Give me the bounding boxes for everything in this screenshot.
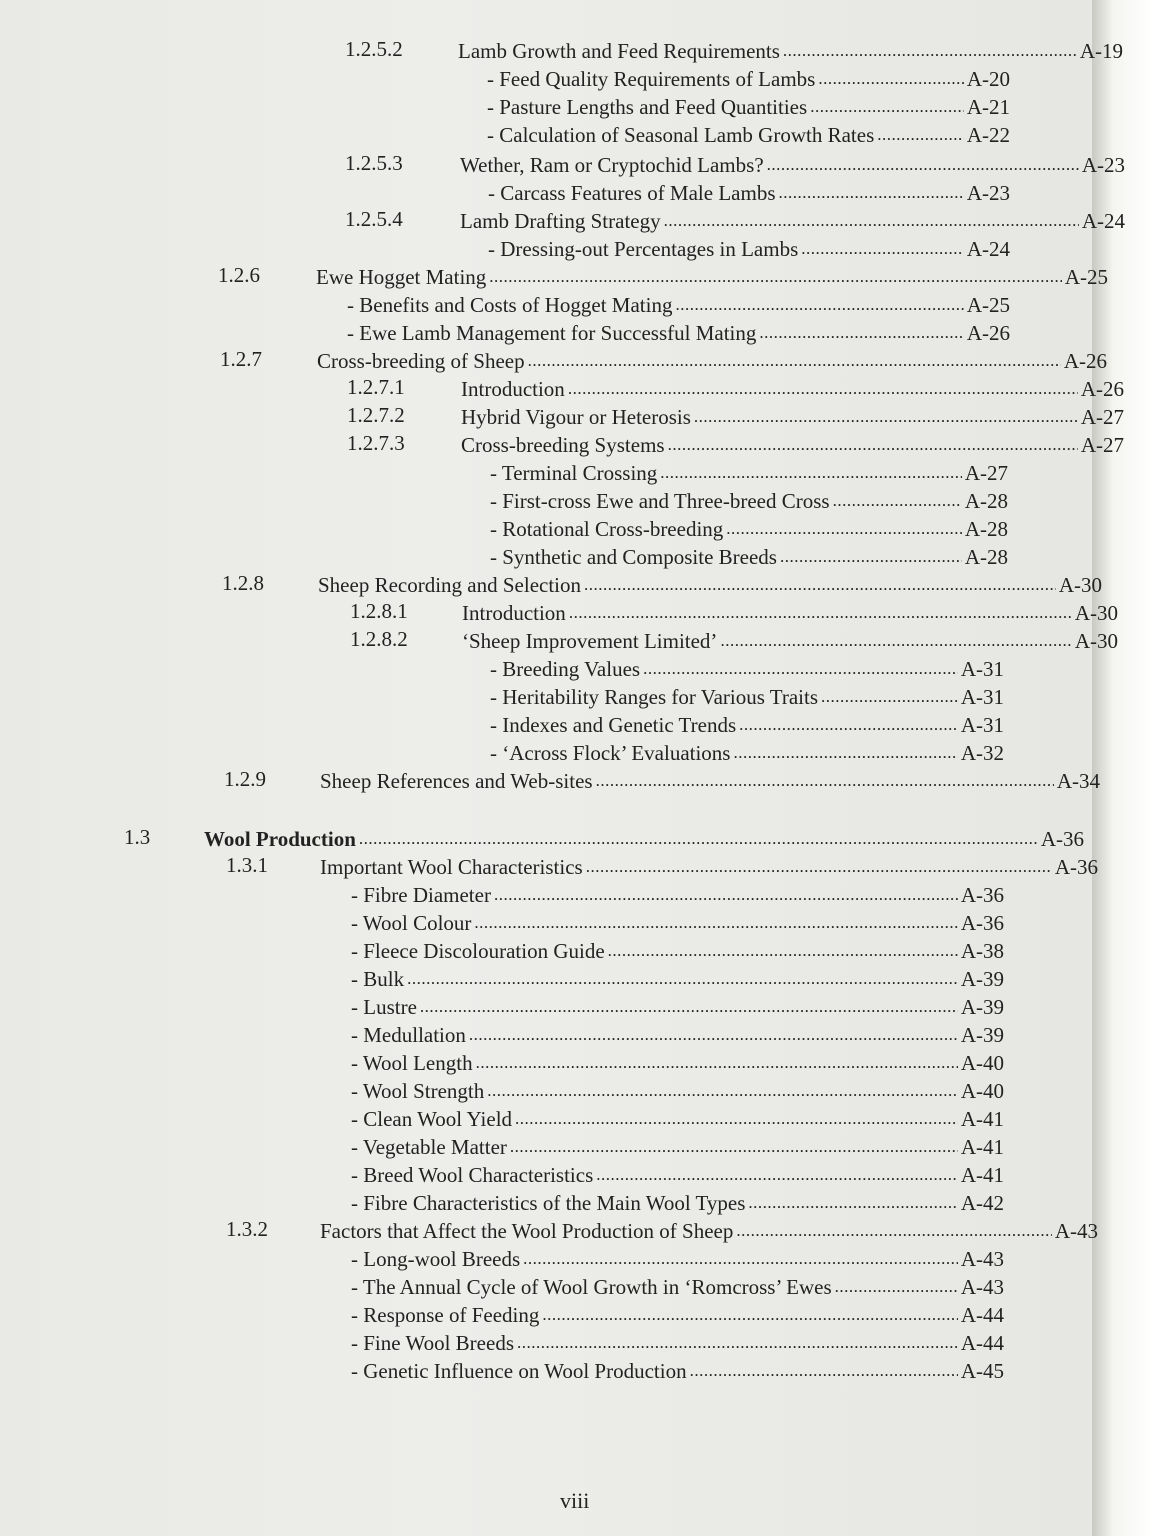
section-title: - Breeding Values [490,657,641,681]
page-ref: A-30 [1074,629,1118,653]
section-title: Wool Production [204,827,356,851]
leader-dots [359,826,1038,852]
leader-dots [660,460,962,486]
toc-row [488,234,1010,262]
leader-dots [586,854,1052,880]
leader-dots [767,152,1079,178]
page-ref: A-31 [960,657,1004,681]
page-ref: A-36 [1054,855,1098,879]
page-ref: A-34 [1056,769,1100,793]
section-number: 1.2.8.1 [350,599,408,623]
section-title: Lamb Growth and Feed Requirements [458,39,780,63]
page-ref: A-43 [960,1275,1004,1299]
leader-dots [528,348,1061,374]
page-ref: A-24 [1081,209,1125,233]
leader-dots [748,1190,957,1216]
section-title: - Wool Length [351,1051,473,1075]
leader-dots [568,376,1078,402]
section-title: - Lustre [351,995,417,1019]
section-number: 1.2.7.3 [347,431,405,455]
page-ref: A-40 [960,1051,1004,1075]
page-ref: A-30 [1074,601,1118,625]
leader-dots [739,712,958,738]
page-ref: A-26 [1080,377,1124,401]
section-title: - Vegetable Matter [351,1135,507,1159]
section-title: - Fleece Discolouration Guide [351,939,605,963]
toc-row [351,1104,1004,1132]
section-number: 1.3 [124,825,151,849]
section-title: - ‘Across Flock’ Evaluations [490,741,731,765]
toc-row [490,682,1004,710]
leader-dots [476,1050,958,1076]
page-ref: A-30 [1058,573,1102,597]
section-title: - Clean Wool Yield [351,1107,513,1131]
leader-dots [736,1218,1051,1244]
section-title: - Wool Colour [351,911,472,935]
toc-row [351,1048,1004,1076]
section-title: Important Wool Characteristics [320,855,583,879]
section-number: 1.2.7.2 [347,403,405,427]
page-ref: A-22 [966,123,1010,147]
toc-row [347,402,1124,430]
toc-row [351,1160,1004,1188]
toc-row [487,92,1010,120]
toc-row [487,120,1010,148]
page-ref: A-28 [964,489,1008,513]
page-ref: A-19 [1079,39,1123,63]
section-title: - Genetic Influence on Wool Production [351,1359,687,1383]
page-ref: A-39 [960,967,1004,991]
leader-dots [821,684,958,710]
section-number: 1.2.5.2 [345,37,403,61]
section-title: - Pasture Lengths and Feed Quantities [487,95,808,119]
toc-row [350,626,1118,654]
toc-row [351,1356,1004,1384]
section-title: - Medullation [351,1023,466,1047]
leader-dots [877,122,964,148]
toc-row [351,1076,1004,1104]
leader-dots [487,1078,958,1104]
section-title: - Heritability Ranges for Various Traits [490,685,819,709]
toc-row [347,374,1124,402]
leader-dots [515,1106,958,1132]
leader-dots [726,516,962,542]
leader-dots [783,38,1077,64]
leader-dots [780,544,962,570]
page-ref: A-39 [960,1023,1004,1047]
page-ref: A-31 [960,713,1004,737]
toc-row [226,852,1098,880]
toc-row [351,1188,1004,1216]
leader-dots [668,432,1078,458]
page-ref: A-43 [960,1247,1004,1271]
leader-dots [690,1358,958,1384]
section-title: - Fibre Characteristics of the Main Wool Types [351,1191,746,1215]
section-title: Hybrid Vigour or Heterosis [461,405,691,429]
page-ref: A-44 [960,1303,1004,1327]
section-title: Sheep References and Web-sites [320,769,593,793]
page-ref: A-36 [1040,827,1084,851]
section-title: - Ewe Lamb Management for Successful Mating [347,321,757,345]
toc-row [220,346,1107,374]
toc-row [490,654,1004,682]
section-number: 1.2.7 [220,347,262,371]
leader-dots [489,264,1062,290]
section-title: - Terminal Crossing [490,461,658,485]
leader-dots [608,938,958,964]
leader-dots [469,1022,958,1048]
page-ref: A-36 [960,911,1004,935]
leader-dots [833,488,962,514]
page-ref: A-26 [1063,349,1107,373]
page-ref: A-26 [966,321,1010,345]
leader-dots [407,966,958,992]
toc-row [490,738,1004,766]
toc-row [351,936,1004,964]
page-ref: A-27 [1080,405,1124,429]
toc-row [490,514,1008,542]
leader-dots [523,1246,958,1272]
page-ref: A-25 [966,293,1010,317]
section-title: - The Annual Cycle of Wool Growth in ‘Romcross’ Ewes [351,1275,832,1299]
page-ref: A-23 [1081,153,1125,177]
toc-row [226,1216,1098,1244]
toc-row [345,36,1123,64]
section-title: ‘Sheep Improvement Limited’ [462,629,718,653]
leader-dots [694,404,1078,430]
leader-dots [664,208,1079,234]
toc-row [351,1132,1004,1160]
section-number: 1.2.5.4 [345,207,403,231]
page-ref: A-27 [964,461,1008,485]
section-number: 1.3.1 [226,853,268,877]
toc-row [490,458,1008,486]
toc-row [351,1020,1004,1048]
page-ref: A-25 [1064,265,1108,289]
page-ref: A-40 [960,1079,1004,1103]
toc-row [347,318,1010,346]
section-title: Cross-breeding of Sheep [317,349,525,373]
section-number: 1.2.7.1 [347,375,405,399]
leader-dots [494,882,958,908]
toc-row [347,290,1010,318]
leader-dots [818,66,963,92]
page-ref: A-28 [964,517,1008,541]
toc-row [351,1300,1004,1328]
section-title: - Fine Wool Breeds [351,1331,514,1355]
page-ref: A-39 [960,995,1004,1019]
section-title: - First-cross Ewe and Three-breed Cross [490,489,830,513]
leader-dots [420,994,958,1020]
page-ref: A-43 [1054,1219,1098,1243]
section-title: - Rotational Cross-breeding [490,517,724,541]
page-ref: A-41 [960,1135,1004,1159]
section-number: 1.2.6 [218,263,260,287]
page-ref: A-23 [966,181,1010,205]
leader-dots [569,600,1072,626]
toc-row [490,542,1008,570]
section-number: 1.2.8.2 [350,627,408,651]
leader-dots [596,1162,958,1188]
section-title: Introduction [461,377,565,401]
toc-row [487,64,1010,92]
toc-row [347,430,1124,458]
page-number: viii [560,1488,590,1513]
toc-row [351,992,1004,1020]
section-title: - Breed Wool Characteristics [351,1163,594,1187]
page-ref: A-36 [960,883,1004,907]
toc-row [351,1272,1004,1300]
page-ref: A-41 [960,1163,1004,1187]
leader-dots [517,1330,958,1356]
toc-row [351,1244,1004,1272]
toc-row [224,766,1100,794]
section-title: Introduction [462,601,566,625]
toc-row [351,1328,1004,1356]
section-title: - Wool Strength [351,1079,485,1103]
section-number: 1.2.8 [222,571,264,595]
leader-dots [510,1134,958,1160]
page-ref: A-45 [960,1359,1004,1383]
section-title: - Fibre Diameter [351,883,491,907]
section-title: Factors that Affect the Wool Production of Sheep [320,1219,734,1243]
toc-row [222,570,1102,598]
page-ref: A-32 [960,741,1004,765]
section-title: Ewe Hogget Mating [316,265,487,289]
section-title: Wether, Ram or Cryptochid Lambs? [460,153,764,177]
leader-dots [835,1274,958,1300]
section-title: - Response of Feeding [351,1303,540,1327]
section-title: Sheep Recording and Selection [318,573,582,597]
section-number: 1.3.2 [226,1217,268,1241]
page-ref: A-27 [1080,433,1124,457]
toc-row [351,880,1004,908]
page-ref: A-38 [960,939,1004,963]
leader-dots [474,910,957,936]
leader-dots [801,236,964,262]
section-title: - Carcass Features of Male Lambs [488,181,776,205]
section-title: - Indexes and Genetic Trends [490,713,737,737]
leader-dots [596,768,1054,794]
page-ref: A-28 [964,545,1008,569]
section-title: - Benefits and Costs of Hogget Mating [347,293,673,317]
section-title: - Long-wool Breeds [351,1247,521,1271]
leader-dots [759,320,963,346]
section-title: Lamb Drafting Strategy [460,209,661,233]
leader-dots [720,628,1071,654]
toc-row [218,262,1108,290]
leader-dots [779,180,964,206]
toc-row [490,486,1008,514]
toc-row [490,710,1004,738]
section-title: - Calculation of Seasonal Lamb Growth Rates [487,123,875,147]
leader-dots [675,292,963,318]
section-title: - Feed Quality Requirements of Lambs [487,67,816,91]
page-ref: A-42 [960,1191,1004,1215]
leader-dots [643,656,958,682]
page-ref: A-20 [966,67,1010,91]
section-number: 1.2.9 [224,767,266,791]
toc-row [124,824,1084,852]
page-ref: A-24 [966,237,1010,261]
page-ref: A-31 [960,685,1004,709]
section-title: - Bulk [351,967,405,991]
section-title: - Dressing-out Percentages in Lambs [488,237,799,261]
leader-dots [810,94,964,120]
page-ref: A-41 [960,1107,1004,1131]
leader-dots [542,1302,957,1328]
toc-row [488,178,1010,206]
toc-row [350,598,1118,626]
toc-row [351,908,1004,936]
section-title: Cross-breeding Systems [461,433,665,457]
page-ref: A-44 [960,1331,1004,1355]
leader-dots [733,740,957,766]
toc-row [345,206,1125,234]
leader-dots [584,572,1056,598]
page-ref: A-21 [966,95,1010,119]
section-title: - Synthetic and Composite Breeds [490,545,777,569]
toc-row [345,150,1125,178]
section-number: 1.2.5.3 [345,151,403,175]
toc-row [351,964,1004,992]
